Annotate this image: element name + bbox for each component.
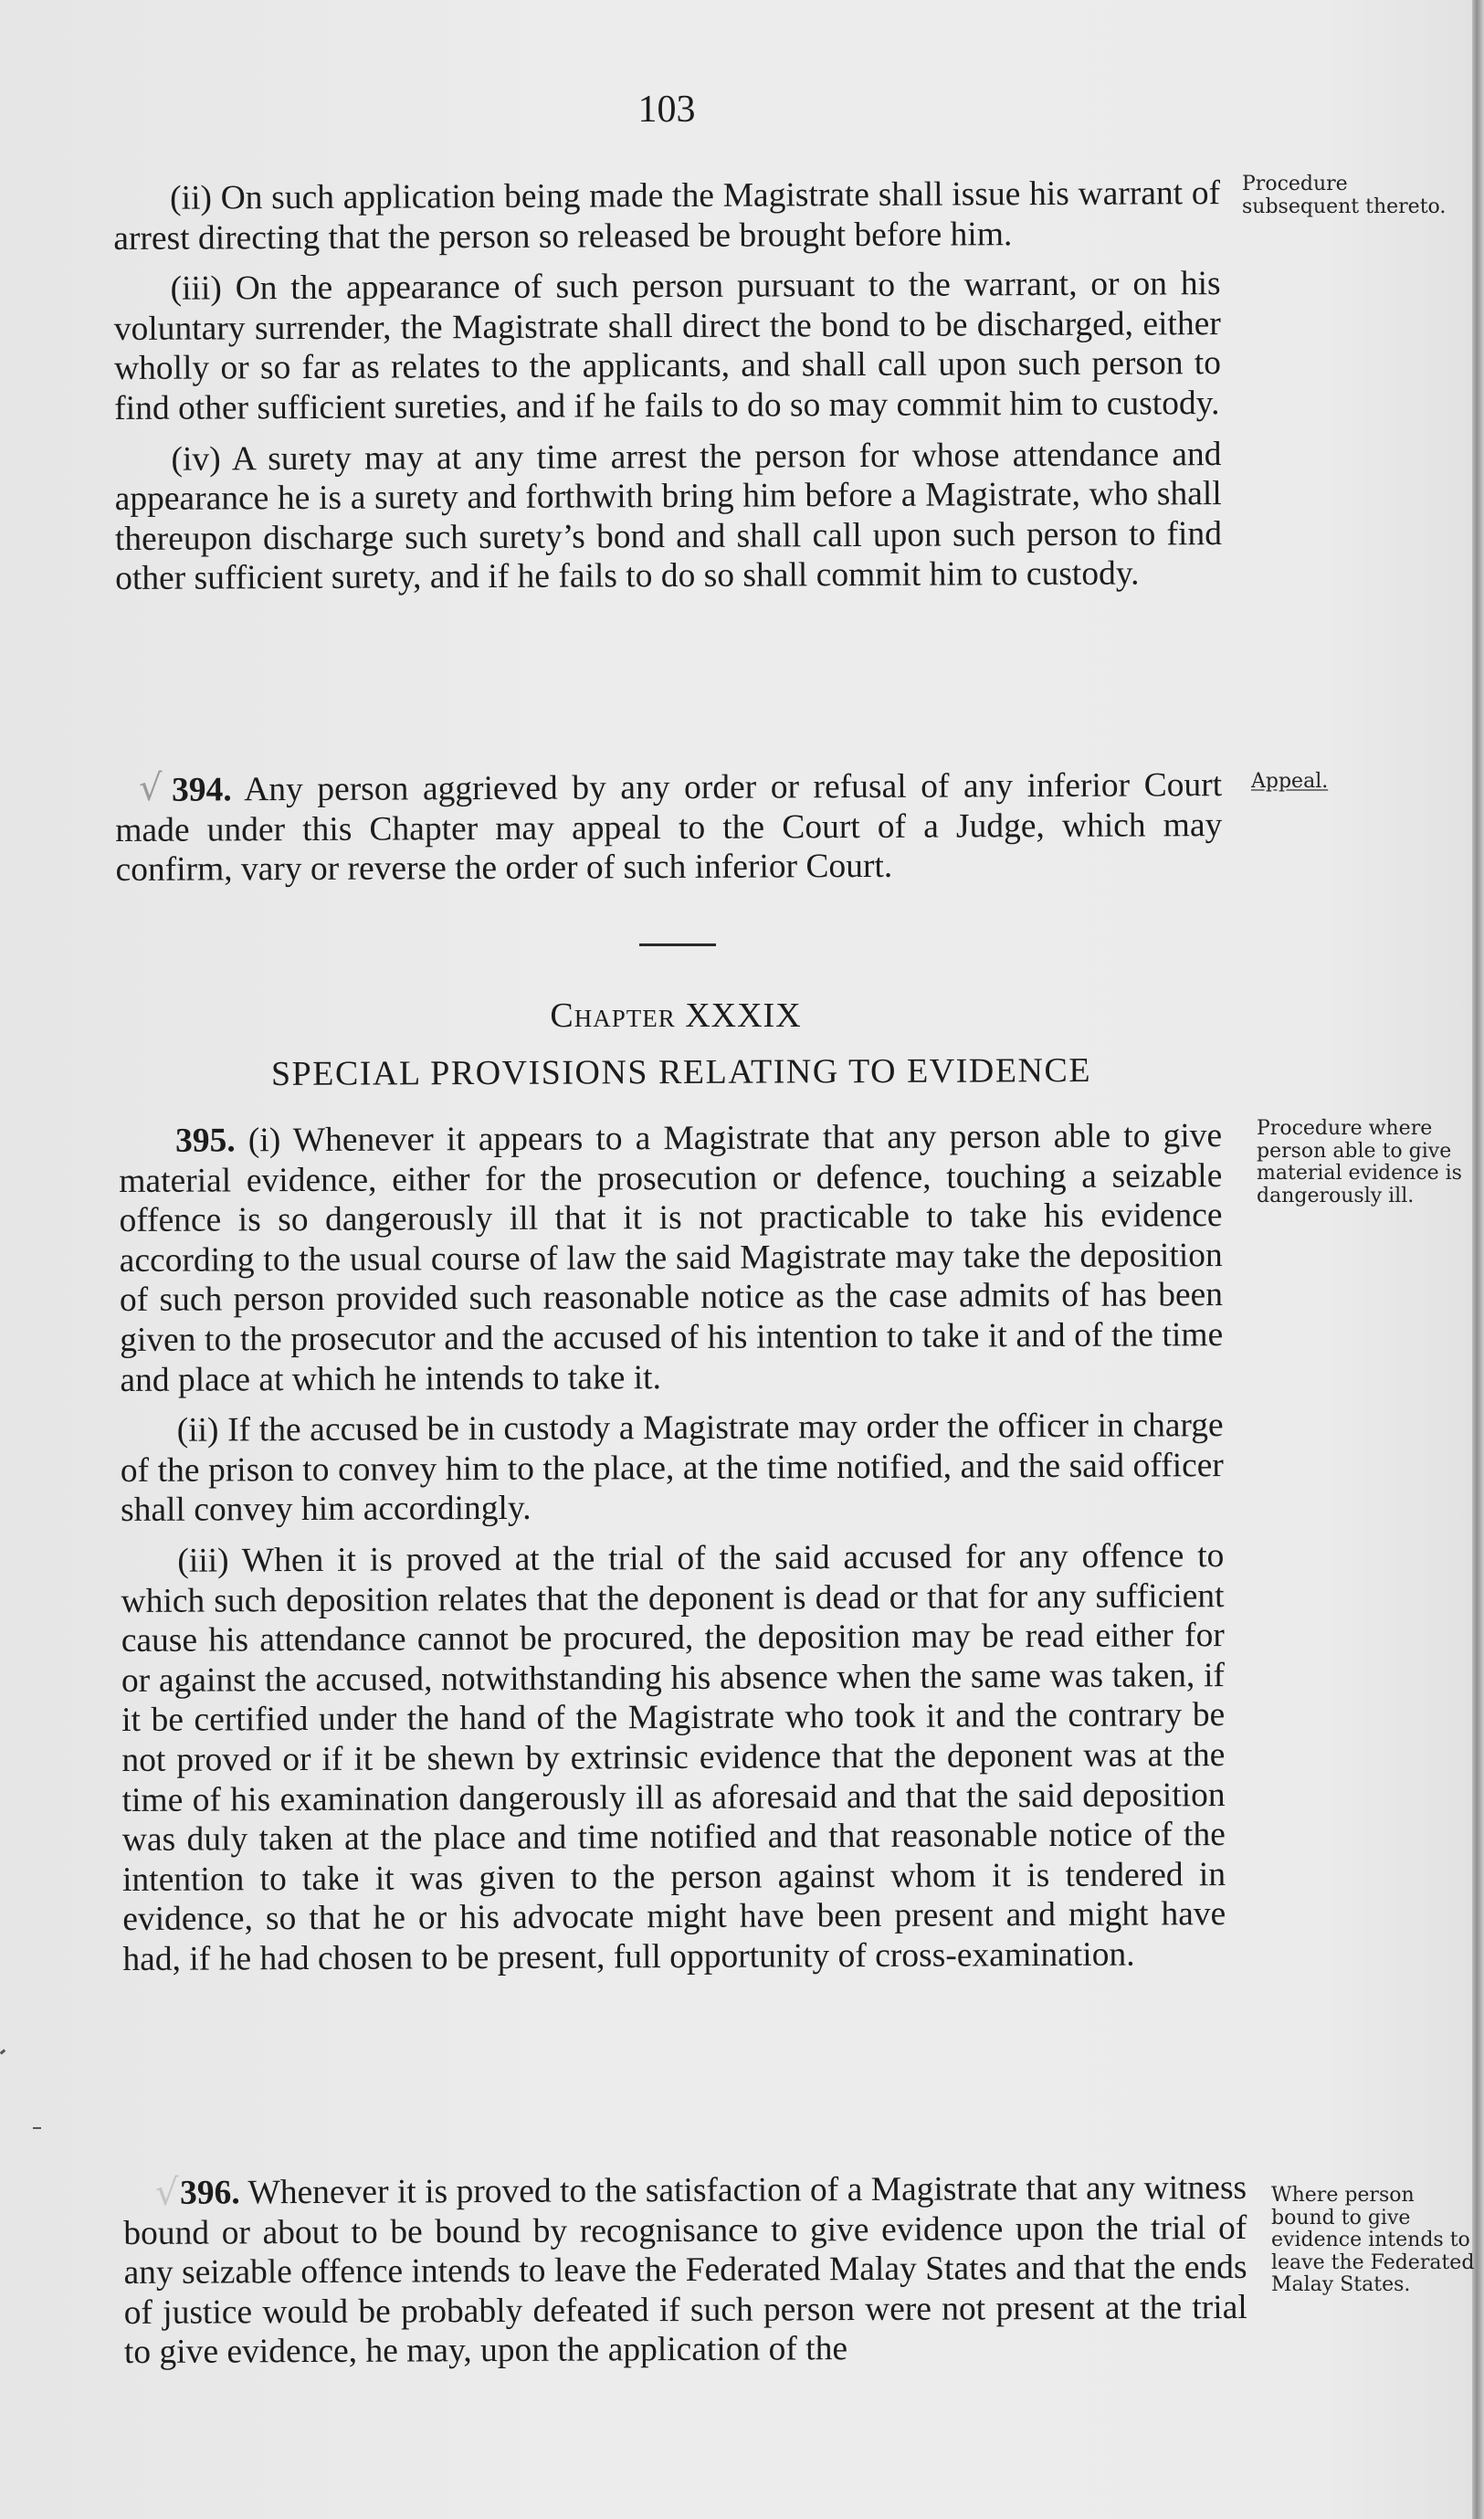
section-394-paragraph — [115, 765, 1223, 891]
subsection-393-iii: (iii) On the appearance of such person pursuant to the warrant, or on his voluntary surrender, the Magistrate shall direct the bond to be discharged, either wholly or so far as relates to the applicants, and shall call upon such person to find other sufficient sureties, and if he fails to do so may commit him to custody. — [113, 265, 1222, 427]
section-text: Any person aggrieved by any order or refusal of any inferior Court made under this Chapter may appeal to the Court of a Judge, which may confirm, vary or reverse the order of such inferior Court. — [115, 766, 1223, 890]
section-text: Whenever it is proved to the satisfaction of a Magistrate that any witness bound or about to be bound by recognisance to give evidence upon the trial of any seizable offence intends to leave the Federated Malay States and that the ends of justice would be probably defeated if such person were not present at the trial to give evidence, he may, upon the application of the — [123, 2168, 1247, 2372]
section-396 — [123, 2168, 1247, 2373]
section-number: 394. — [172, 771, 232, 809]
section-393-continued — [113, 174, 1222, 599]
section-divider-rule — [639, 943, 716, 946]
section-395 — [119, 1116, 1226, 1979]
section-394 — [115, 765, 1223, 891]
page-number: 103 — [637, 89, 696, 131]
pencil-check-mark-icon: √ — [155, 2172, 179, 2214]
stray-mark — [33, 2127, 41, 2129]
margin-note-procedure-subsequent: Procedure subsequent thereto. — [1242, 173, 1447, 218]
subsection-395-i — [119, 1116, 1223, 1400]
margin-note-dangerously-ill: Procedure where person able to give material evidence is dangerously ill. — [1257, 1117, 1462, 1207]
margin-note-appeal-text: Appeal. — [1251, 770, 1329, 793]
margin-note-appeal — [1251, 771, 1461, 794]
chapter-title: SPECIAL PROVISIONS RELATING TO EVIDENCE — [270, 1051, 1092, 1093]
section-number: 395. — [175, 1122, 236, 1160]
pencil-check-mark-icon: √ — [139, 767, 163, 809]
subsection-393-ii: (ii) On such application being made the Magistrate shall issue his warrant of arrest directing that the person so released be brought before him. — [113, 174, 1221, 258]
chapter-label: Chapter XXXIX — [550, 996, 802, 1035]
subsection-393-iv: (iv) A surety may at any time arrest the person for whose attendance and appearance he is a surety and forthwith bring him before a Magistrate, who shall thereupon discharge such surety’s bond and shall call upon such person to find other sufficient surety, and if he fails to do so shall commit him to custody. — [114, 435, 1223, 598]
margin-note-witness-leaving: Where person bound to give evidence intends to leave the Federated Malay States. — [1271, 2184, 1475, 2296]
section-number: 396. — [180, 2174, 240, 2212]
subsection-395-iii: (iii) When it is proved at the trial of the said accused for any offence to which such deposition relates that the deponent is dead or that for any sufficient cause his attendance cannot be procured, the deposition may be read either for or against the accused, notwithstanding his absence when the same was taken, if it be certified under the hand of the Magistrate who took it and the contrary be not proved or if it be shewn by extrinsic evidence that the deponent was at the time of his examination dangerously ill as aforesaid and that the said deposition was duly taken at the place and time notified and that reasonable notice of the intention to take it was given to the person against whom it is tendered in evidence, so that he or his advocate might have been present and might have had, if he had chosen to be present, full opportunity of cross-examination. — [121, 1537, 1226, 1978]
subsection-395-ii: (ii) If the accused be in custody a Magistrate may order the officer in charge of the prison to convey him to the place, at the time notified, and the said officer shall convey him accordingly. — [120, 1407, 1224, 1530]
section-396-paragraph — [123, 2168, 1247, 2373]
page-binding-edge — [1472, 0, 1484, 2519]
section-text: (i) Whenever it appears to a Magistrate that any person able to give material evidence, either for the prosecution or defence, touching a seizable offence is so dangerously ill that it is not practicable to take his evidence according to the usual course of law the said Magistrate may take the deposition of such person provided such reasonable notice as the case admits of has been given to the prosecutor and the accused of his intention to take it and of the time and place at which he intends to take it. — [119, 1117, 1224, 1399]
